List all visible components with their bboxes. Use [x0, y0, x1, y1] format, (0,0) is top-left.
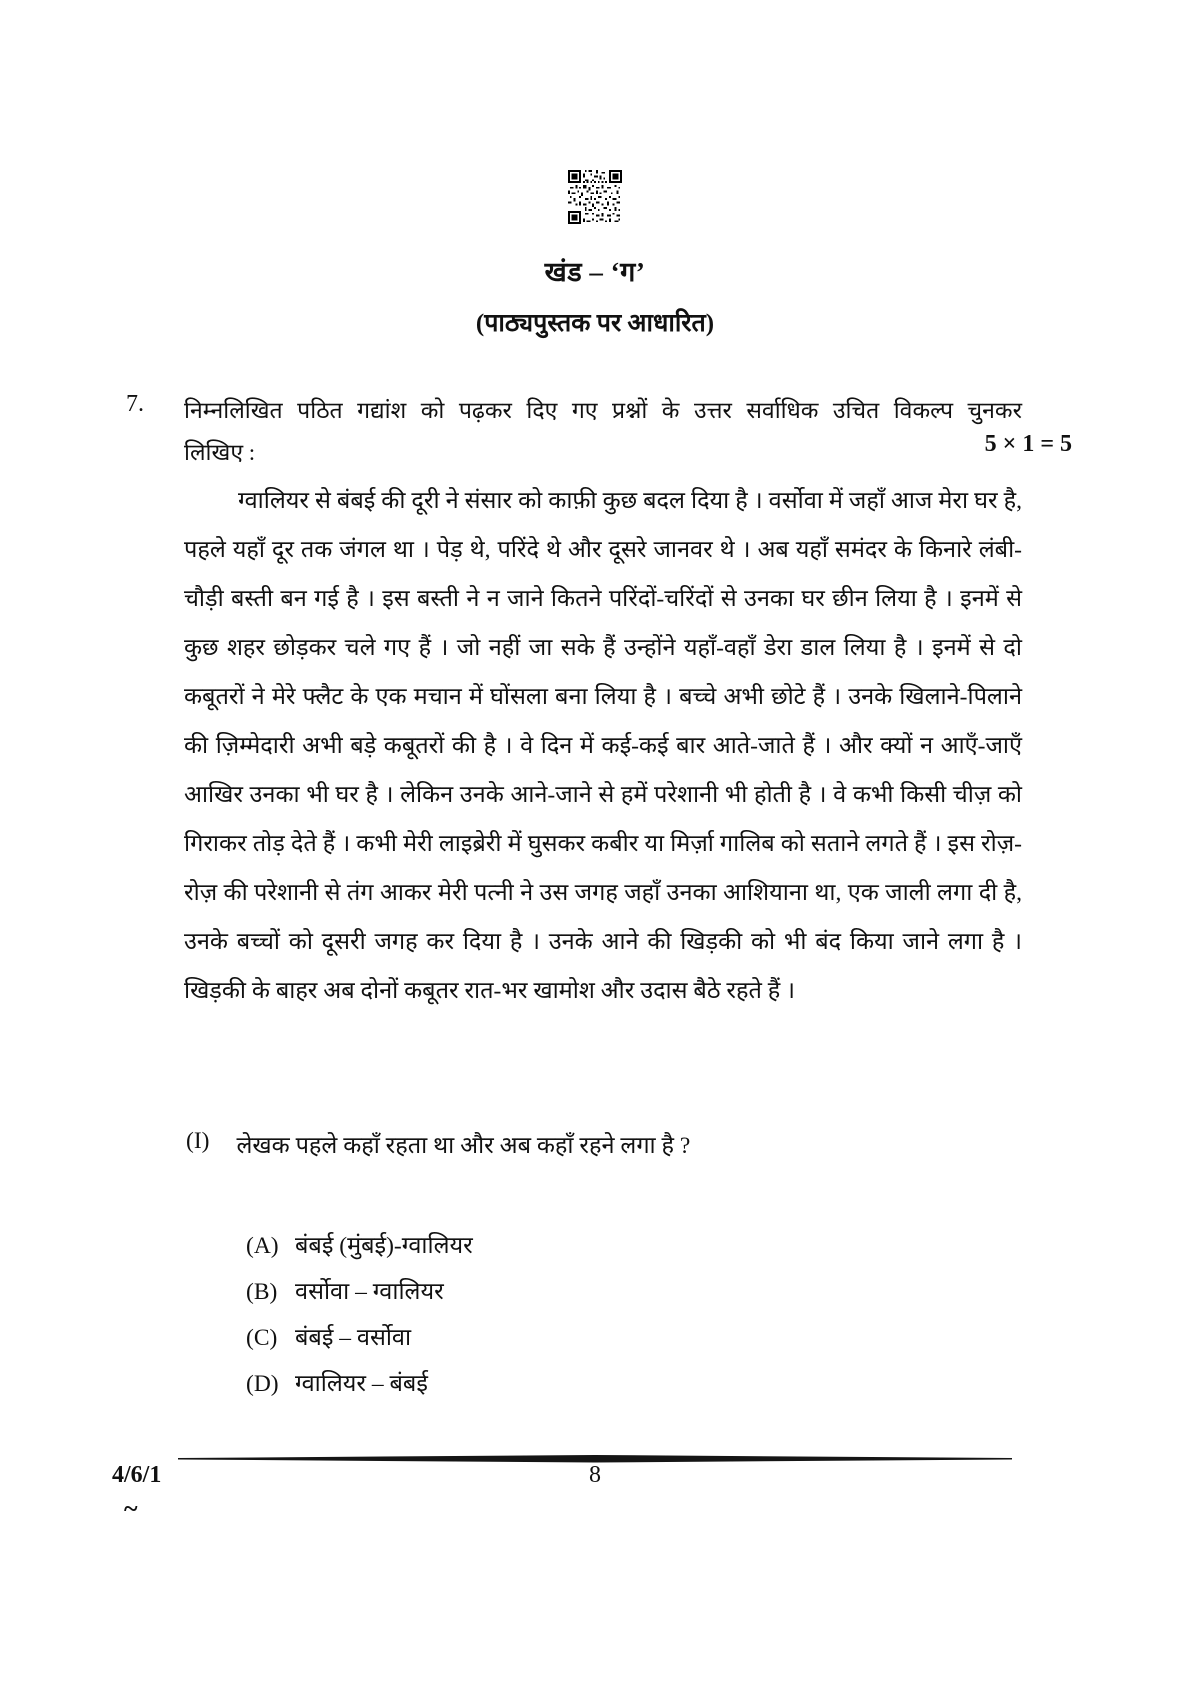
question-number: 7.: [126, 391, 144, 417]
subquestion-row: [186, 1128, 1026, 1160]
passage-text: ग्वालियर से बंबई की दूरी ने संसार को काफ़ी कुछ बदल दिया है । वर्सोवा में जहाँ आज मेरा घर है, पहले यहाँ दूर तक जंगल था । पेड़ थे, परिंदे थे और दूसरे जानवर थे । अब यहाँ समंदर के किनारे लंबी-चौड़ी बस्ती बन गई है । इस बस्ती ने न जाने कितने परिंदों-चरिंदों से उनका घर छीन लिया है । इनमें से कुछ शहर छोड़कर चले गए हैं । जो नहीं जा सके हैं उन्होंने यहाँ-वहाँ डेरा डाल लिया है । इनमें से दो कबूतरों ने मेरे फ्लैट के एक मचान में घोंसला बना लिया है । बच्चे अभी छोटे हैं । उनके खिलाने-पिलाने की ज़िम्मेदारी अभी बड़े कबूतरों की है । वे दिन में कई-कई बार आते-जाते हैं । और क्यों न आएँ-जाएँ आखिर उनका भी घर है । लेकिन उनके आने-जाने से हमें परेशानी भी होती है । वे कभी किसी चीज़ को गिराकर तोड़ देते हैं । कभी मेरी लाइब्रेरी में घुसकर कबीर या मिर्ज़ा गालिब को सताने लगते हैं । इस रोज़-रोज़ की परेशानी से तंग आकर मेरी पत्नी ने उस जगह जहाँ उनका आशियाना था, एक जाली लगा दी है, उनके बच्चों को दूसरी जगह कर दिया है । उनके आने की खिड़की को भी बंद किया जाने लगा है । खिड़की के बाहर अब दोनों कबूतर रात-भर खामोश और उदास बैठे रहते हैं ।: [184, 488, 1022, 1004]
option-row-c: [246, 1324, 946, 1353]
marks-label: 5 × 1 = 5: [984, 431, 1072, 457]
section-title: खंड – ‘ग’: [544, 257, 646, 287]
option-label-c: (C): [246, 1325, 278, 1351]
options-list: [246, 1232, 946, 1416]
option-row-b: [246, 1278, 946, 1307]
question-instruction-line2: लिखिए :: [184, 440, 256, 465]
section-subtitle: (पाठ्यपुस्तक पर आधारित): [475, 310, 715, 337]
option-row-d: [246, 1370, 946, 1399]
subquestion-label: (I): [186, 1128, 210, 1154]
question-instruction: [184, 390, 1022, 474]
qr-code-icon: [568, 170, 622, 224]
option-text-a: बंबई (मुंबई)-ग्वालियर: [295, 1233, 473, 1259]
option-text-c: बंबई – वर्सोवा: [295, 1325, 412, 1351]
option-row-a: [246, 1232, 946, 1261]
footer-paper-code: 4/6/1: [112, 1462, 162, 1488]
option-text-d: ग्वालियर – बंबई: [295, 1371, 428, 1397]
footer-tilde-mark: ~: [124, 1494, 138, 1523]
option-label-a: (A): [246, 1233, 279, 1259]
footer-divider: [178, 1450, 1012, 1458]
subquestion-text: लेखक पहले कहाँ रहता था और अब कहाँ रहने लगा है ?: [236, 1133, 691, 1159]
footer-page-number: 8: [589, 1462, 601, 1488]
question-instruction-line1: निम्नलिखित पठित गद्यांश को पढ़कर दिए गए प्रश्नों के उत्तर सर्वाधिक उचित विकल्प चुनकर: [184, 398, 1022, 423]
option-label-b: (B): [246, 1279, 278, 1305]
option-text-b: वर्सोवा – ग्वालियर: [295, 1279, 444, 1305]
option-label-d: (D): [246, 1371, 279, 1397]
